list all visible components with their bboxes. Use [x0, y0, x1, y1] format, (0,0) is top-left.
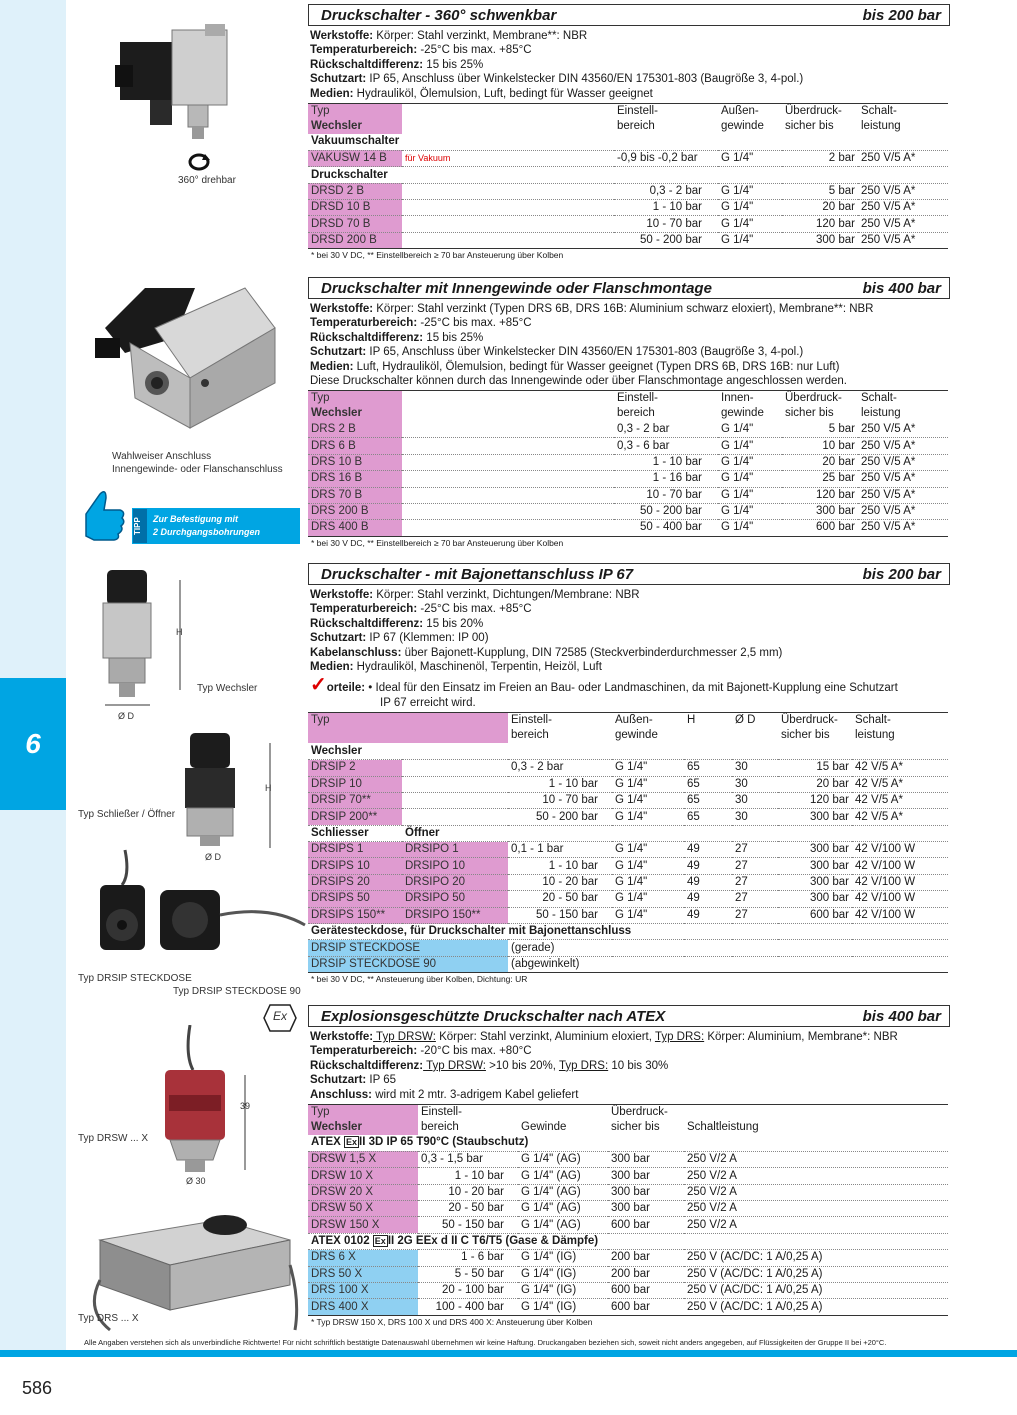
left-margin-strip — [0, 0, 66, 1352]
table-row: DRSD 200 B 50 - 200 bar G 1/4" 300 bar 250 V/5 A* — [308, 232, 948, 248]
dim-30: Ø 30 — [186, 1176, 206, 1186]
table-row: DRS 2 B 0,3 - 2 bar G 1/4" 5 bar 250 V/5 A* — [308, 421, 948, 437]
section-title: Druckschalter - mit Bajonettanschluss IP 67 — [321, 565, 634, 583]
table-row: DRSD 2 B 0,3 - 2 bar G 1/4" 5 bar 250 V/5 A* — [308, 183, 948, 199]
table-row: DRSW 150 X 50 - 150 bar G 1/4" (AG) 600 bar 250 V/2 A — [308, 1217, 948, 1233]
section-range: bis 200 bar — [862, 6, 941, 24]
dim-h-1: H — [176, 627, 183, 637]
caption-no-nc: Typ Schließer / Öffner — [78, 809, 176, 820]
section-range: bis 200 bar — [862, 565, 941, 583]
socket-connectors-image — [70, 845, 310, 975]
section-360 — [308, 4, 950, 261]
table-row: DRSIP 200** 50 - 200 bar G 1/4" 65 30 300 bar 42 V/5 A* — [308, 809, 948, 825]
section-title: Explosionsgeschützte Druckschalter nach ATEX — [321, 1007, 666, 1025]
tipp-text-2: 2 Durchgangsbohrungen — [153, 527, 261, 537]
thumbs-up-icon — [76, 484, 128, 544]
table-row: DRS 16 B 1 - 16 bar G 1/4" 25 bar 250 V/5 A* — [308, 471, 948, 487]
table-row: DRSD 70 B 10 - 70 bar G 1/4" 120 bar 250 V/5 A* — [308, 216, 948, 232]
table-row: DRS 400 B 50 - 400 bar G 1/4" 600 bar 250 V/5 A* — [308, 520, 948, 536]
properties: Werkstoffe: Körper: Stahl verzinkt (Typen DRS 6B, DRS 16B: Aluminium schwarz eloxiert), Membrane**: NBR Temperaturbereich: -25°C bis max. +85°C Rückschaltdifferenz: 15 bis 25% Schutzart: IP 65, Anschluss über Winkelstecker DIN 43560/EN 175301-803 (Baugröße 3, 4-pol.) Medien: Luft, Hydrauliköl, Ölemulsion, bedingt für Wasser geeignet (Typen DRS 6B, DRS 16B: nur Luft) Diese Druckschalter können durch das Innengewinde oder über Flanschmontage angeschlossen werden. — [310, 303, 874, 388]
section-title-bar — [308, 4, 950, 26]
group-atex-staub: ATEX Ex II 3D IP 65 T90°C (Staubschutz) — [308, 1135, 948, 1151]
table-row: DRS 70 B 10 - 70 bar G 1/4" 120 bar 250 V/5 A* — [308, 487, 948, 503]
table-row: DRS 200 B 50 - 200 bar G 1/4" 300 bar 250 V/5 A* — [308, 503, 948, 519]
rotate-360-icon — [187, 152, 211, 172]
section-title-bar — [308, 277, 950, 299]
table-row: DRSIPS 10 DRSIPO 10 1 - 10 bar G 1/4" 49 27 300 bar 42 V/100 W — [308, 858, 948, 874]
tipp-label: TIPP — [133, 509, 147, 543]
table-row: DRSIPS 1 DRSIPO 1 0,1 - 1 bar G 1/4" 49 27 300 bar 42 V/100 W — [308, 842, 948, 858]
caption-drsw-x: Typ DRSW ... X — [78, 1133, 149, 1144]
table-row: DRSW 10 X 1 - 10 bar G 1/4" (AG) 300 bar 250 V/2 A — [308, 1168, 948, 1184]
caption-steckdose: Typ DRSIP STECKDOSE — [78, 973, 192, 984]
tipp-box — [132, 508, 300, 544]
section-innengewinde — [308, 277, 950, 549]
group-wechsler: Wechsler — [308, 743, 948, 759]
table-row: DRSIPS 50 DRSIPO 50 20 - 50 bar G 1/4" 49 27 300 bar 42 V/100 W — [308, 891, 948, 907]
footnote: * Typ DRSW 150 X, DRS 100 X und DRS 400 X: Ansteuerung über Kolben — [311, 1316, 593, 1327]
caption-wechsler: Typ Wechsler — [197, 683, 258, 694]
section-title: Druckschalter - 360° schwenkbar — [321, 6, 557, 24]
caption-flange-1: Wahlweiser Anschluss — [112, 451, 212, 462]
section-title-bar — [308, 1005, 950, 1027]
atex-ex-label: Ex — [273, 1009, 288, 1023]
legal-note: Alle Angaben verstehen sich als unverbindliche Richtwerte! Für nicht schriftlich bestätigte Datenauswahl übernehmen wir keine Haftung. Druckangaben beziehen sich, soweit nicht anders angegeben, auf Flüssigkeiten der Gruppe II bei +20°C. — [84, 1338, 887, 1347]
table-row: VAKUSW 14 B für Vakuum -0,9 bis -0,2 bar G 1/4" 2 bar 250 V/5 A* — [308, 150, 948, 166]
spec-table: Typ Wechsler Einstell- bereich Innen- gewinde Überdruck- sicher bis Schalt- leistung DRS 2 B 0,3 - 2 bar G 1/4" 5 bar 250 V/5 A* DRS 6 B 0,3 - 6 bar G 1/4" 10 bar 250 V/5 A* DRS 10 B 1 - 10 bar G 1/4" 20 bar 250 V/5 A* DRS 16 B 1 - 16 bar G 1/4" 25 bar 250 V/5 A* DRS 70 B 10 - 70 bar G 1/4" 120 bar 250 V/5 A* DRS 200 B 50 - 200 bar G 1/4" 300 bar 250 V/5 A* DRS 400 B 50 - 400 bar G 1/4" 600 bar 250 V/5 A* — [308, 390, 948, 536]
footnote: * bei 30 V DC, ** Ansteuerung über Kolben, Dichtung: UR — [311, 974, 528, 985]
table-row: DRSIP 2 0,3 - 2 bar G 1/4" 65 30 15 bar 42 V/5 A* — [308, 760, 948, 776]
group-druck: Druckschalter — [308, 167, 948, 183]
table-row: DRSIP STECKDOSE 90 (abgewinkelt) — [308, 956, 948, 972]
group-atex-gase: ATEX 0102 Ex II 2G EEx d II C T6/T5 (Gase & Dämpfe) — [308, 1233, 948, 1249]
pressure-switch-360-image — [110, 20, 240, 150]
spec-table: Typ Wechsler Einstell- bereich Außen- gewinde Überdruck- sicher bis Schalt- leistung Vakuumschalter VAKUSW 14 B für Vakuum -0,9 bis -0,2 bar G 1/4" 2 bar 250 V/5 A* Druckschalter DRSD 2 B 0,3 - 2 bar G 1/4" 5 bar 250 V/5 A* DRSD 10 B 1 - 10 bar G 1/4" 20 bar 250 V/5 A* DRSD 70 B 10 - 70 bar G 1/4" 120 bar 250 V/5 A* DRSD 200 B 50 - 200 bar G 1/4" 300 bar 250 V/5 A* — [308, 103, 948, 249]
table-row: DRSW 1,5 X 0,3 - 1,5 bar G 1/4" (AG) 300 bar 250 V/2 A — [308, 1151, 948, 1167]
tipp-text-1: Zur Befestigung mit — [153, 514, 238, 524]
table-row: DRS 400 X 100 - 400 bar G 1/4" (IG) 600 bar 250 V (AC/DC: 1 A/0,25 A) — [308, 1299, 948, 1315]
section-bajonett — [308, 563, 950, 985]
pressure-switch-flange-image — [95, 268, 280, 433]
table-row: DRSIPS 150** DRSIPO 150** 50 - 150 bar G 1/4" 49 27 600 bar 42 V/100 W — [308, 907, 948, 923]
section-atex — [308, 1005, 950, 1328]
table-row: DRSW 20 X 10 - 20 bar G 1/4" (AG) 300 bar 250 V/2 A — [308, 1184, 948, 1200]
caption-steckdose-90: Typ DRSIP STECKDOSE 90 — [173, 986, 301, 997]
section-range: bis 400 bar — [862, 279, 941, 297]
footnote: * bei 30 V DC, ** Einstellbereich ≥ 70 bar Ansteuerung über Kolben — [311, 250, 564, 261]
table-row: DRS 10 B 1 - 10 bar G 1/4" 20 bar 250 V/5 A* — [308, 454, 948, 470]
spec-table: Typ Einstell- bereich Außen- gewinde H Ø D Überdruck- sicher bis Schalt- leistung Wechsler DRSIP 2 0,3 - 2 bar G 1/4" 65 30 15 bar 42 V/5 A* DRSIP 10 1 - 10 bar G 1/4" 65 30 20 bar 42 V/5 A* DRSIP 70** 10 - 70 bar G 1/4" 65 30 120 bar 42 V/5 A* DRSIP 200** 50 - 200 bar G 1/4" 65 30 300 bar 42 V/5 A* Schliesser Öffner DRSIPS 1 DRSIPO 1 0,1 - 1 bar G 1/4" 49 27 300 bar 42 V/100 W DRSIPS 10 DRSIPO 10 1 - 10 bar G 1/4" 49 27 300 bar 42 V/100 W DRSIPS 20 DRSIPO 20 10 - 20 bar G 1/4" 49 27 300 bar 42 V/100 W DRSIPS 50 DRSIPO 50 20 - 50 bar G 1/4" 49 27 300 bar 42 V/100 W DRSIPS 150** DRSIPO 150** 50 - 150 bar G 1/4" 49 27 600 bar 42 V/100 W Gerätesteckdose, für Druckschalter mit Bajonettanschluss DRSIP STECKDOSE (gerade) DRSIP STECKDOSE 90 (abgewinkelt) — [308, 712, 948, 973]
table-row: DRSW 50 X 20 - 50 bar G 1/4" (AG) 300 bar 250 V/2 A — [308, 1201, 948, 1217]
table-row: DRS 6 B 0,3 - 6 bar G 1/4" 10 bar 250 V/5 A* — [308, 438, 948, 454]
dim-h-2: H — [265, 783, 272, 793]
dim-39: 39 — [240, 1101, 251, 1111]
group-steckdose: Gerätesteckdose, für Druckschalter mit Bajonettanschluss — [308, 924, 948, 940]
table-row: DRSIP 10 1 - 10 bar G 1/4" 65 30 20 bar 42 V/5 A* — [308, 776, 948, 792]
section-title: Druckschalter mit Innengewinde oder Flanschmontage — [321, 279, 712, 297]
ex-mark-icon: Ex — [346, 1137, 358, 1148]
section-range: bis 400 bar — [862, 1007, 941, 1025]
table-row: DRS 100 X 20 - 100 bar G 1/4" (IG) 600 bar 250 V (AC/DC: 1 A/0,25 A) — [308, 1283, 948, 1299]
table-row: DRS 6 X 1 - 6 bar G 1/4" (IG) 200 bar 250 V (AC/DC: 1 A/0,25 A) — [308, 1250, 948, 1266]
section-title-bar — [308, 563, 950, 585]
properties: Werkstoffe: Typ DRSW: Körper: Stahl verzinkt, Aluminium eloxiert, Typ DRS: Körper: Aluminium, Membrane*: NBR Temperaturbereich: -20°C bis max. +80°C Rückschaltdifferenz: Typ DRSW: >10 bis 20%, Typ DRS: 10 bis 30% Schutzart: IP 65 Anschluss: wird mit 2 mtr. 3-adrigem Kabel geliefert — [310, 1031, 898, 1101]
checkmark-icon: ✓ — [310, 674, 327, 697]
properties: Werkstoffe: Körper: Stahl verzinkt, Dichtungen/Membrane: NBR Temperaturbereich: -25°C bis max. +85°C Rückschaltdifferenz: 15 bis 20% Schutzart: IP 67 (Klemmen: IP 00) Kabelanschluss: über Bajonett-Kupplung, DIN 72585 (Steckverbinderdurchmesser 2,5 mm) Medien: Hydrauliköl, Maschinenöl, Terpentin, Heizöl, Luft ✓orteile: • Ideal für den Einsatz im Freien an Bau- oder Landmaschinen, da mit Bajonett-Kupplung eine Schutzart IP 67 erreicht wird. — [310, 589, 898, 709]
pressure-switch-ip67-image — [95, 565, 195, 715]
chapter-tab[interactable]: 6 — [0, 678, 66, 810]
dim-d-1: Ø D — [118, 711, 135, 721]
group-schliesser: Schliesser — [308, 825, 402, 841]
caption-drs-x: Typ DRS ... X — [78, 1313, 139, 1324]
dim-d-2: Ø D — [205, 852, 222, 862]
table-row: DRSIPS 20 DRSIPO 20 10 - 20 bar G 1/4" 49 27 300 bar 42 V/100 W — [308, 874, 948, 890]
bottom-bar — [0, 1350, 1017, 1357]
footnote: * bei 30 V DC, ** Einstellbereich ≥ 70 bar Ansteuerung über Kolben — [311, 537, 564, 548]
caption-flange-2: Innengewinde- oder Flanschanschluss — [112, 464, 283, 475]
ex-mark-icon: Ex — [374, 1236, 386, 1247]
group-oeffner: Öffner — [402, 825, 508, 841]
table-row: DRSIP 70** 10 - 70 bar G 1/4" 65 30 120 bar 42 V/5 A* — [308, 792, 948, 808]
properties: Werkstoffe: Körper: Stahl verzinkt, Membrane**: NBR Temperaturbereich: -25°C bis max. +85°C Rückschaltdifferenz: 15 bis 25% Schutzart: IP 65, Anschluss über Winkelstecker DIN 43560/EN 175301-803 (Baugröße 3, 4-pol.) Medien: Hydrauliköl, Ölemulsion, Luft, bedingt für Wasser geeignet — [310, 30, 804, 100]
table-row: DRSIP STECKDOSE (gerade) — [308, 940, 948, 956]
table-row: DRS 50 X 5 - 50 bar G 1/4" (IG) 200 bar 250 V (AC/DC: 1 A/0,25 A) — [308, 1266, 948, 1282]
spec-table: Typ Wechsler Einstell- bereich Gewinde Überdruck- sicher bis Schaltleistung ATEX Ex II 3D IP 65 T90°C (Staubschutz) DRSW 1,5 X 0,3 - 1,5 bar G 1/4" (AG) 300 bar 250 V/2 A DRSW 10 X 1 - 10 bar G 1/4" (AG) 300 bar 250 V/2 A DRSW 20 X 10 - 20 bar G 1/4" (AG) 300 bar 250 V/2 A DRSW 50 X 20 - 50 bar G 1/4" (AG) 300 bar 250 V/2 A DRSW 150 X 50 - 150 bar G 1/4" (AG) 600 bar 250 V/2 A ATEX 0102 Ex II 2G EEx d II C T6/T5 (Gase & Dämpfe) DRS 6 X 1 - 6 bar G 1/4" (IG) 200 bar 250 V (AC/DC: 1 A/0,25 A) DRS 50 X 5 - 50 bar G 1/4" (IG) 200 bar 250 V (AC/DC: 1 A/0,25 A) DRS 100 X 20 - 100 bar G 1/4" (IG) 600 bar 250 V (AC/DC: 1 A/0,25 A) DRS 400 X 100 - 400 bar G 1/4" (IG) 600 bar 250 V (AC/DC: 1 A/0,25 A) — [308, 1104, 948, 1316]
group-vakuum: Vakuumschalter — [308, 134, 948, 150]
page-number: 586 — [22, 1378, 53, 1398]
table-row: DRSD 10 B 1 - 10 bar G 1/4" 20 bar 250 V/5 A* — [308, 200, 948, 216]
caption-360: 360° drehbar — [178, 175, 236, 186]
